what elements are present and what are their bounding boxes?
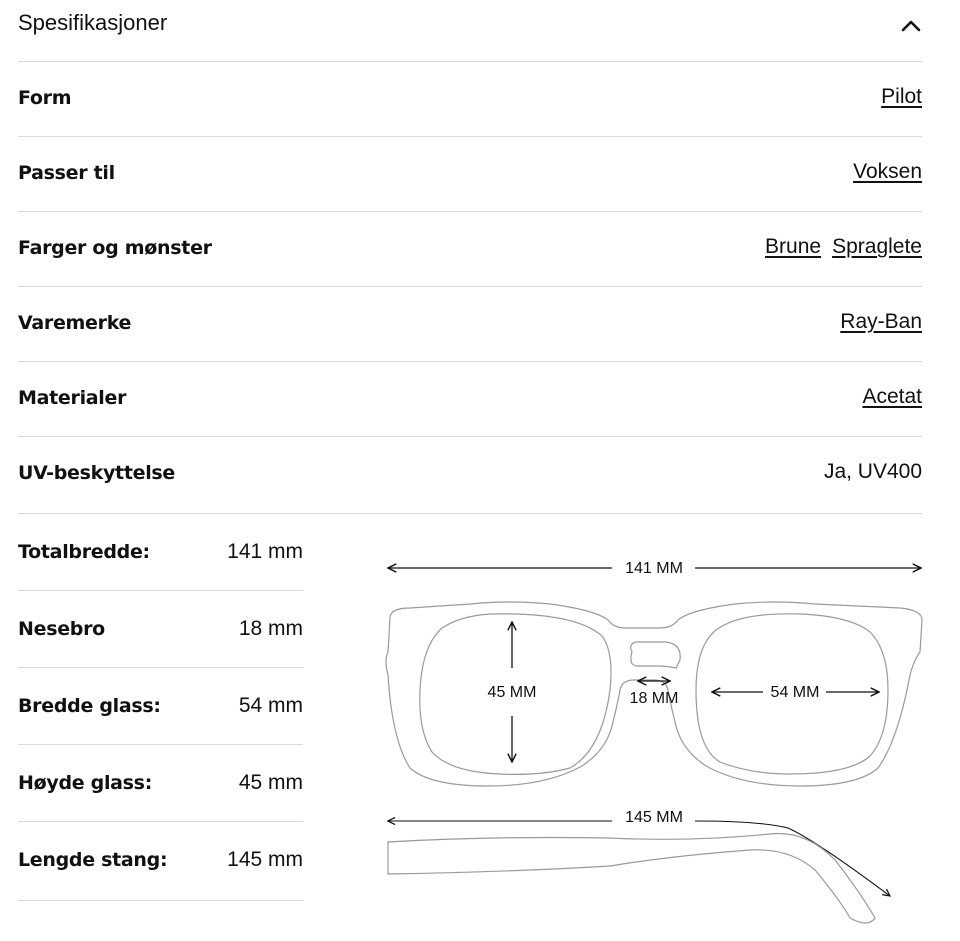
spec-row-fits (18, 137, 922, 212)
dimension-label: Totalbredde: (18, 541, 150, 563)
dimension-row-bridge (18, 591, 303, 668)
lens-width-label: 54 MM (770, 684, 820, 701)
dimension-label: Nesebro (18, 618, 105, 640)
spec-link-spraglete[interactable]: Spraglete (832, 235, 922, 258)
spec-label: Farger og mønster (18, 237, 212, 259)
spec-row-form (18, 62, 922, 137)
spec-link-acetat[interactable]: Acetat (862, 385, 922, 408)
dimension-value: 54 mm (238, 694, 303, 717)
bridge-width-label: 18 MM (629, 690, 679, 707)
spec-row-brand (18, 287, 922, 362)
specifications-header[interactable] (18, 0, 922, 62)
dimension-label: Bredde glass: (18, 695, 161, 717)
dimension-label: Lengde stang: (18, 849, 168, 871)
spec-link-pilot[interactable]: Pilot (881, 85, 922, 108)
spec-row-materials (18, 362, 922, 437)
dimension-label: Høyde glass: (18, 772, 152, 794)
dimension-row-total-width (18, 514, 303, 591)
chevron-up-icon[interactable] (900, 14, 922, 36)
dimension-value: 141 mm (227, 540, 303, 563)
specifications-title: Spesifikasjoner (18, 10, 168, 35)
bridge-outline (631, 642, 681, 668)
dimension-row-lens-width (18, 668, 303, 745)
dimension-value: 18 mm (238, 617, 303, 640)
spec-label: Materialer (18, 387, 127, 409)
spec-row-uv (18, 437, 922, 514)
temple-length-arrow (695, 821, 890, 896)
dimension-value: 145 mm (227, 848, 303, 871)
temple-length-label: 145 MM (625, 809, 683, 826)
spec-label: Varemerke (18, 312, 132, 334)
spec-link-voksen[interactable]: Voksen (853, 160, 922, 183)
lens-height-label: 45 MM (487, 684, 537, 701)
spec-label: UV-beskyttelse (18, 462, 176, 484)
spec-label: Passer til (18, 162, 115, 184)
dimension-value: 45 mm (238, 771, 303, 794)
glasses-measurement-diagram (370, 540, 940, 935)
spec-label: Form (18, 87, 72, 109)
temple-outline (388, 834, 875, 923)
dimension-row-temple-length (18, 822, 303, 901)
spec-value-uv: Ja, UV400 (823, 460, 922, 483)
spec-link-brune[interactable]: Brune (765, 235, 822, 258)
dimension-row-lens-height (18, 745, 303, 822)
spec-row-colors (18, 212, 922, 287)
total-width-label: 141 MM (625, 560, 683, 577)
spec-link-ray-ban[interactable]: Ray-Ban (840, 310, 922, 333)
